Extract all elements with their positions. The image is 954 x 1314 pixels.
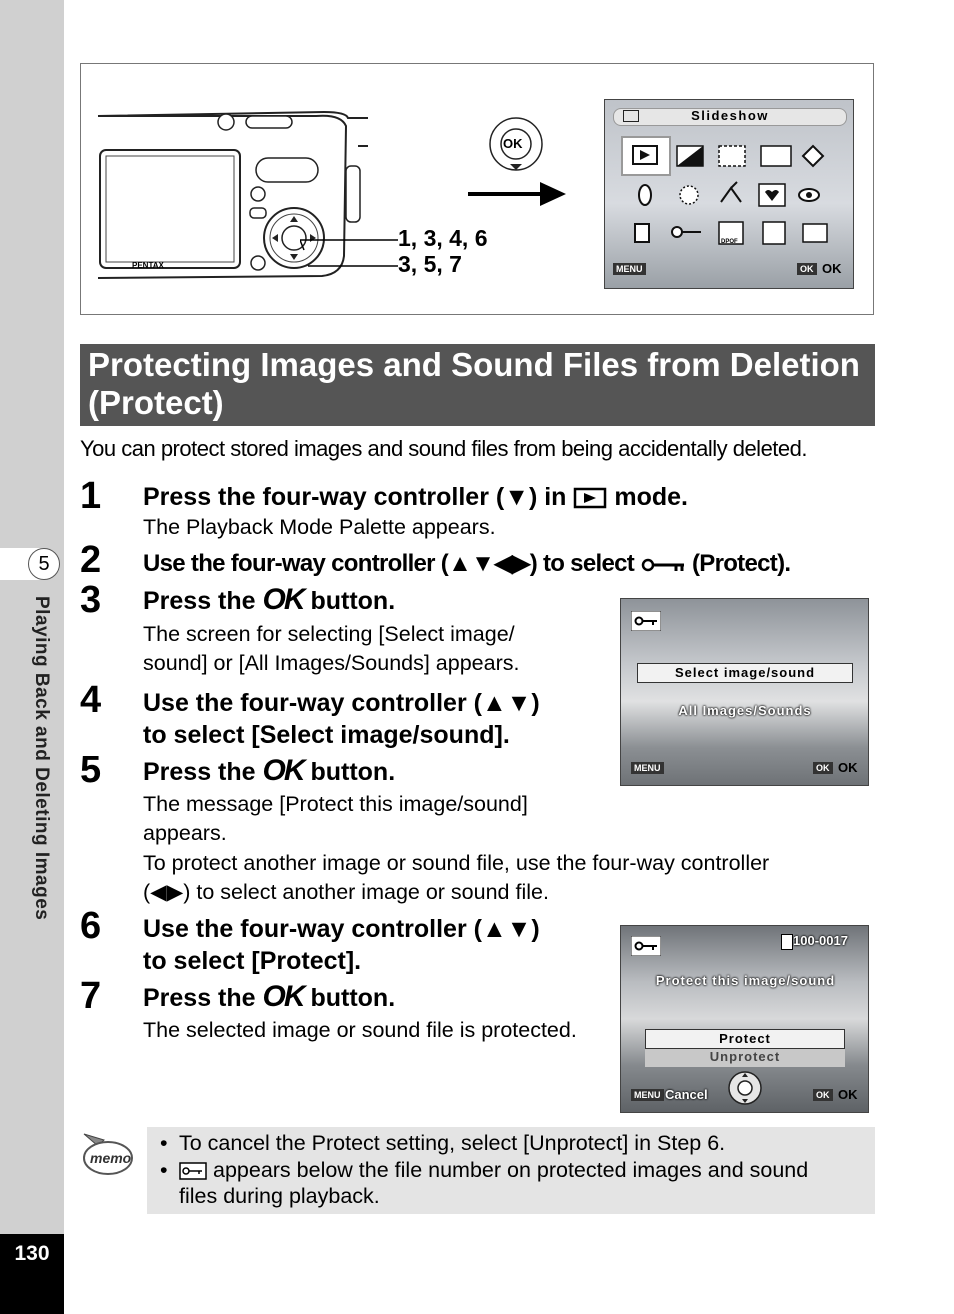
ok-label: OK <box>503 136 523 151</box>
step-2-heading: Use the four-way controller (▲▼◀▶) to select (Protect). <box>143 550 791 577</box>
step-7-heading: Press the OK button. <box>143 980 396 1013</box>
step-1-number: 1 <box>80 475 102 517</box>
palette-icon-grid <box>623 140 845 250</box>
step-6-number: 6 <box>80 905 102 947</box>
step-5-body-line3: To protect another image or sound file, use the four-way controller <box>143 851 770 875</box>
step-5-body-line4: (◀▶) to select another image or sound file. <box>143 880 549 904</box>
step-3-heading: Press the OK button. <box>143 583 396 616</box>
ok-key-label: OK <box>813 762 833 774</box>
protect-key-icon <box>179 1162 207 1180</box>
protect-key-icon <box>631 611 661 631</box>
ok-key-label: OK <box>813 1089 833 1101</box>
ok-action-label: OK <box>838 760 858 775</box>
step-4-heading-line2: to select [Select image/sound]. <box>143 721 510 749</box>
option-unprotect[interactable]: Unprotect <box>645 1049 845 1067</box>
protect-key-icon <box>631 936 661 956</box>
memo-bullet-1: • <box>160 1131 168 1155</box>
file-number: 100-0017 <box>793 933 848 948</box>
ok-action-label: OK <box>822 261 842 276</box>
protect-select-screen <box>620 598 869 786</box>
page-number: 130 <box>0 1234 64 1314</box>
ok-symbol: OK <box>262 754 304 787</box>
callout-steps-b: 3, 5, 7 <box>398 251 462 277</box>
step-4-heading-line1: Use the four-way controller (▲▼) <box>143 689 540 717</box>
menu-key-label: MENU <box>631 1089 664 1101</box>
protect-confirm-screen <box>620 925 869 1113</box>
step-2-number: 2 <box>80 539 102 581</box>
cancel-label: Cancel <box>665 1087 708 1102</box>
brand-label: PENTAX <box>132 261 164 270</box>
step-5-heading: Press the OK button. <box>143 754 396 787</box>
step-6-heading-line1: Use the four-way controller (▲▼) <box>143 915 540 943</box>
step-1-body: The Playback Mode Palette appears. <box>143 515 496 539</box>
file-icon <box>781 934 793 950</box>
option-all-images-sounds[interactable]: All Images/Sounds <box>678 703 812 718</box>
dpof-icon-label: DPOF <box>721 239 738 245</box>
menu-key-label: MENU <box>631 762 664 774</box>
ok-action-label: OK <box>838 1087 858 1102</box>
memo-icon-label: memo <box>90 1150 132 1166</box>
section-title: Protecting Images and Sound Files from Deletion (Protect) <box>80 344 875 426</box>
palette-screen <box>604 99 854 289</box>
memo-line-1: To cancel the Protect setting, select [Unprotect] in Step 6. <box>179 1131 726 1155</box>
memo-bullet-2: • <box>160 1158 168 1182</box>
key-icon <box>640 555 686 575</box>
arrow-right-icon <box>466 180 570 210</box>
memo-icon <box>80 1130 134 1178</box>
memo-line-2: appears below the file number on protected images and sound <box>179 1157 808 1183</box>
ok-symbol: OK <box>262 583 304 616</box>
intro-text: You can protect stored images and sound files from being accidentally deleted. <box>80 436 807 461</box>
memo-line-3: files during playback. <box>179 1184 380 1208</box>
callout-lines <box>300 226 400 272</box>
step-3-number: 3 <box>80 579 102 621</box>
step-3-body-line1: The screen for selecting [Select image/ <box>143 622 515 646</box>
callout-steps-a: 1, 3, 4, 6 <box>398 225 488 251</box>
step-4-number: 4 <box>80 679 102 721</box>
step-1-heading: Press the four-way controller (▼) in mode. <box>143 483 688 511</box>
chapter-title: Playing Back and Deleting Images <box>31 596 52 921</box>
step-7-body: The selected image or sound file is protected. <box>143 1018 577 1042</box>
ok-symbol: OK <box>262 980 304 1013</box>
ok-key-label: OK <box>797 263 817 275</box>
step-5-body-line2: appears. <box>143 821 227 845</box>
step-7-number: 7 <box>80 975 102 1017</box>
option-select-image-sound[interactable]: Select image/sound <box>637 663 853 683</box>
protect-message: Protect this image/sound <box>655 973 836 988</box>
option-protect[interactable]: Protect <box>645 1029 845 1049</box>
chapter-number: 5 <box>28 548 60 580</box>
four-way-controller-icon <box>727 1070 763 1106</box>
step-3-body-line2: sound] or [All Images/Sounds] appears. <box>143 651 520 675</box>
palette-title: Slideshow <box>691 108 769 123</box>
step-6-heading-line2: to select [Protect]. <box>143 947 362 975</box>
playback-icon <box>573 487 607 509</box>
step-5-body-line1: The message [Protect this image/sound] <box>143 792 528 816</box>
menu-key-label: MENU <box>613 263 646 275</box>
step-5-number: 5 <box>80 749 102 791</box>
